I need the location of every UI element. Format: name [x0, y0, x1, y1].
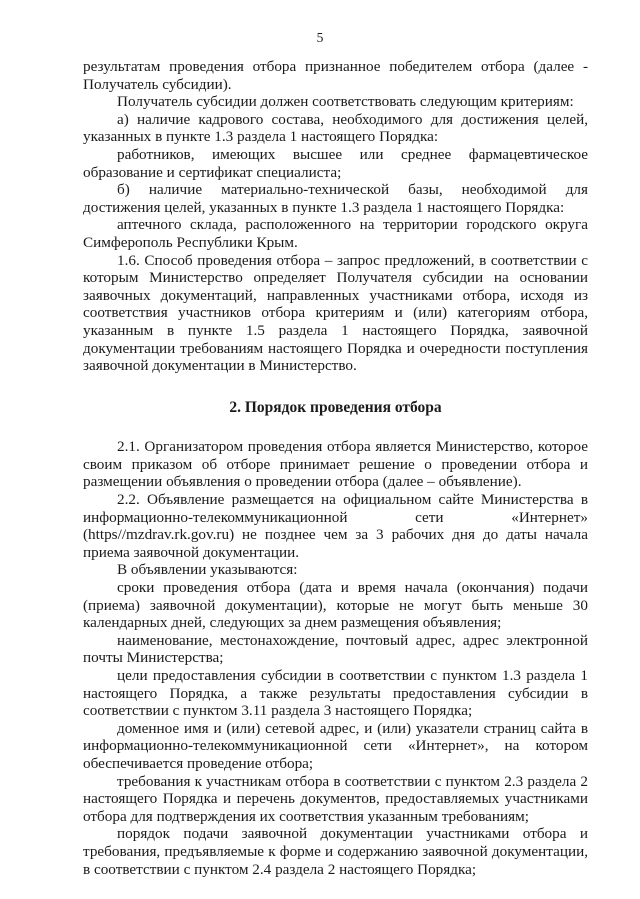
paragraph: б) наличие материально-технической базы, необходимой для достижения целей, указанных в пункте 1.3 раздела 1 настоящего Порядка: [83, 181, 588, 216]
document-body [83, 58, 588, 878]
paragraph: В объявлении указываются: [117, 561, 298, 579]
paragraph: 2.1. Организатором проведения отбора является Министерство, которое своим приказом об отборе принимает решение о проведении отбора и размещении объявления о проведении отбора (далее – объявление). [83, 438, 588, 491]
paragraph: аптечного склада, расположенного на территории городского округа Симферополь Республики Крым. [83, 216, 588, 251]
paragraph: 2.2. Объявление размещается на официальном сайте Министерства в информационно-телекоммуникационной сети «Интернет» (https//mzdrav.rk.gov.ru) не позднее чем за 3 рабочих дня до даты начала приема заявочной документации. [83, 491, 588, 561]
paragraph: доменное имя и (или) сетевой адрес, и (или) указатели страниц сайта в информационно-телекоммуникационной сети «Интернет», на котором обеспечивается проведение отбора; [83, 719, 588, 772]
paragraph: сроки проведения отбора (дата и время начала (окончания) подачи (приема) заявочной документации), которые не могут быть меньше 30 календарных дней, следующих за днем размещения объявления; [83, 579, 588, 632]
paragraph: результатам проведения отбора признанное победителем отбора (далее - Получатель субсидии). [83, 58, 588, 93]
paragraph: а) наличие кадрового состава, необходимого для достижения целей, указанных в пункте 1.3 раздела 1 настоящего Порядка: [83, 110, 588, 146]
paragraph: 1.6. Способ проведения отбора – запрос предложений, в соответствии с которым Министерство определяет Получателя субсидии на основании заявочных документаций, направленных участниками отбора, исходя из соответствия участников отбора критериям и (или) категориям отбора, указанным в пункте 1.5 раздела 1 настоящего Порядка, заявочной документации требованиям настоящего Порядка и очередности поступления заявочной документации в Министерство. [83, 251, 588, 375]
section-heading: 2. Порядок проведения отбора [229, 398, 442, 416]
paragraph: требования к участникам отбора в соответствии с пунктом 2.3 раздела 2 настоящего Порядка и перечень документов, предоставляемых участниками отбора для подтверждения их соответствия указанным требованиям; [83, 772, 588, 825]
paragraph: Получатель субсидии должен соответствовать следующим критериям: [117, 93, 574, 111]
paragraph: цели предоставления субсидии в соответствии с пунктом 1.3 раздела 1 настоящего Порядка, а также результаты предоставления субсидии в соответствии с пунктом 3.11 раздела 3 настоящего Порядка; [83, 667, 588, 720]
page-number: 5 [316, 30, 324, 45]
paragraph: наименование, местонахождение, почтовый адрес, адрес электронной почты Министерства; [83, 631, 588, 667]
paragraph: порядок подачи заявочной документации участниками отбора и требования, предъявляемые к форме и содержанию заявочной документации, в соответствии с пунктом 2.4 раздела 2 настоящего Порядка; [83, 825, 588, 878]
paragraph: работников, имеющих высшее или среднее фармацевтическое образование и сертификат специалиста; [83, 145, 588, 181]
